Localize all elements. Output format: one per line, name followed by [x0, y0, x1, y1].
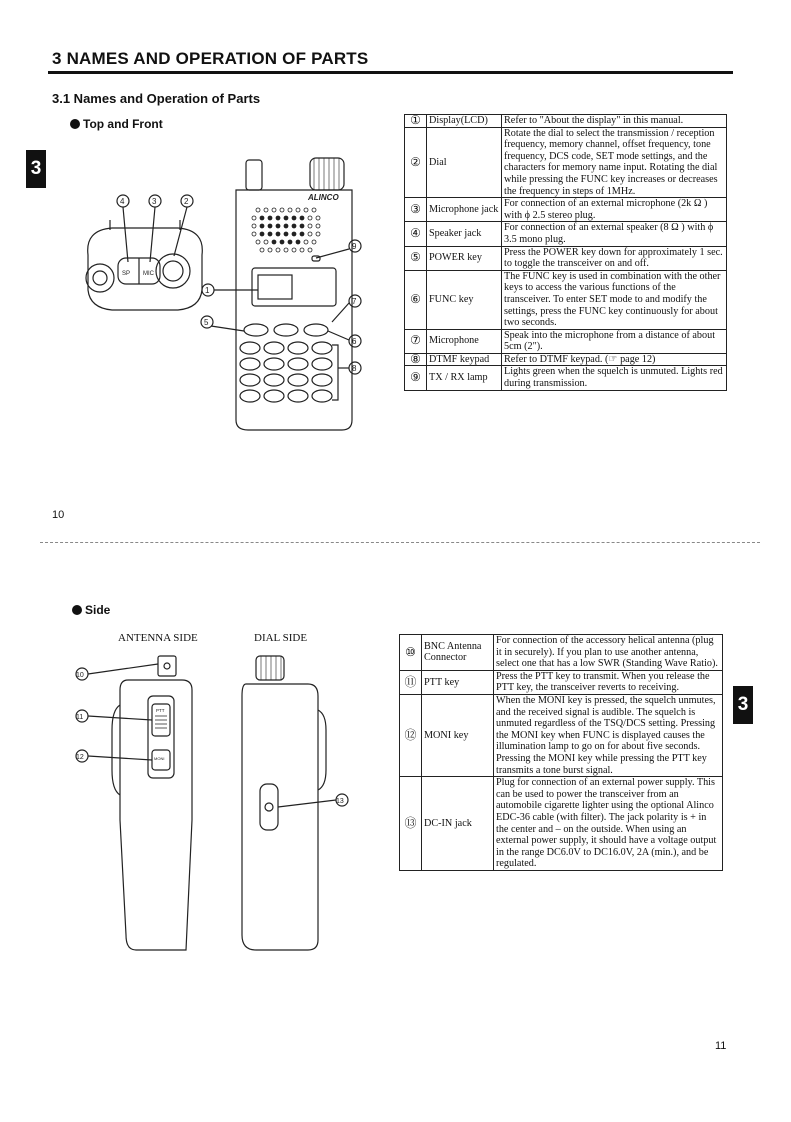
part-number: ②	[405, 127, 427, 198]
table-row	[400, 670, 723, 694]
part-number: ⑤	[405, 246, 427, 270]
part-name: Display(LCD)	[427, 115, 502, 128]
callout-8	[332, 345, 361, 400]
part-name: DTMF keypad	[427, 353, 502, 366]
subhead-top-front: Top and Front	[70, 117, 163, 131]
part-description: For connection of the accessory helical antenna (plug it in securely). If you plan to use another antenna, select one that has a low SWR (Standing Wave Ratio).	[494, 635, 723, 671]
svg-text:MIC: MIC	[143, 271, 154, 277]
callout-5	[201, 316, 244, 331]
part-number: ⑥	[405, 270, 427, 329]
part-description: Rotate the dial to select the transmission / reception frequency, memory channel, offset frequency, tone frequency, DCS code, SET mode settings, and the characters for memory name input. Rotating the dial while pressing the FUNC key increases or decreases the frequency in steps of 1MHz.	[502, 127, 727, 198]
part-description: The FUNC key is used in combination with the other keys to access the various functions of the transceiver. To enter SET mode to and modify the settings, press the FUNC key continuously for about two seconds.	[502, 270, 727, 329]
part-name: Speaker jack	[427, 222, 502, 246]
part-name: BNC Antenna Connector	[422, 635, 494, 671]
radio-side-diagram	[70, 650, 370, 960]
table-row	[405, 246, 727, 270]
svg-text:PTT: PTT	[156, 708, 165, 713]
bullet-icon	[72, 605, 82, 615]
part-name: MONI key	[422, 694, 494, 776]
svg-text:11: 11	[76, 714, 84, 721]
table-row	[405, 270, 727, 329]
dial-side-caption: DIAL SIDE	[254, 632, 308, 644]
table-row	[405, 353, 727, 366]
page-number-right: 11	[715, 1040, 727, 1052]
svg-text:12: 12	[76, 754, 84, 761]
control-keys	[244, 324, 328, 336]
svg-text:MONI: MONI	[154, 756, 165, 761]
svg-text:10: 10	[76, 672, 84, 679]
table-row	[405, 366, 727, 390]
bullet-icon	[70, 119, 80, 129]
part-name: DC-IN jack	[422, 777, 494, 871]
callout-2	[174, 195, 193, 256]
svg-text:3: 3	[152, 197, 157, 206]
part-name: Microphone	[427, 329, 502, 353]
part-name: PTT key	[422, 670, 494, 694]
table-row	[400, 777, 723, 871]
top-front-parts-table	[404, 114, 727, 391]
antenna-side-caption: ANTENNA SIDE	[118, 632, 198, 644]
svg-text:8: 8	[352, 364, 357, 373]
callout-1	[202, 284, 258, 296]
antenna-side-view	[76, 656, 192, 950]
svg-text:13: 13	[336, 798, 344, 805]
table-row	[405, 115, 727, 128]
part-number: ⑧	[405, 353, 427, 366]
radio-top-view	[86, 195, 202, 310]
radio-top-front-diagram	[70, 150, 370, 440]
part-description: Refer to "About the display" in this manual.	[502, 115, 727, 128]
part-number: ⑪	[400, 670, 422, 694]
dtmf-keys	[240, 342, 332, 402]
part-name: POWER key	[427, 246, 502, 270]
lcd-display	[252, 268, 336, 306]
side-parts-table	[399, 634, 723, 871]
page-number-left: 10	[52, 509, 65, 521]
part-number: ①	[405, 115, 427, 128]
callout-12	[76, 750, 152, 762]
callout-10	[76, 664, 158, 680]
part-number: ⑬	[400, 777, 422, 871]
chapter-title: 3 NAMES AND OPERATION OF PARTS	[52, 49, 369, 68]
part-number: ⑨	[405, 366, 427, 390]
chapter-rule	[48, 71, 733, 74]
part-name: FUNC key	[427, 270, 502, 329]
part-number: ⑫	[400, 694, 422, 776]
part-description: For connection of an external speaker (8 Ω ) with ϕ 3.5 mono plug.	[502, 222, 727, 246]
part-number: ⑦	[405, 329, 427, 353]
radio-front-view	[201, 158, 361, 430]
table-row	[405, 127, 727, 198]
table-row	[400, 694, 723, 776]
part-name: Dial	[427, 127, 502, 198]
part-description: Speak into the microphone from a distance of about 5cm (2").	[502, 329, 727, 353]
brand-logo: ALINCO	[308, 193, 339, 202]
speaker-grille	[252, 208, 320, 252]
part-number: ③	[405, 198, 427, 222]
part-description: For connection of an external microphone (2k Ω ) with ϕ 2.5 stereo plug.	[502, 198, 727, 222]
part-description: Press the POWER key down for approximately 1 sec. to toggle the transceiver on and off.	[502, 246, 727, 270]
part-name: TX / RX lamp	[427, 366, 502, 390]
callout-9	[316, 240, 361, 258]
svg-text:4: 4	[120, 197, 125, 206]
svg-text:6: 6	[352, 337, 357, 346]
table-row	[400, 635, 723, 671]
svg-text:2: 2	[184, 197, 189, 206]
part-description: When the MONI key is pressed, the squelch unmutes, and the received signal is audible. The squelch is unmuted regardless of the TSQ/DCS setting. Pressing the MONI key when FUNC is displayed causes the illumination lamp to go on for about five seconds. Pressing the MONI key while pressing the PTT key transmits a tone burst signal.	[494, 694, 723, 776]
callout-13	[278, 794, 348, 807]
part-description: Press the PTT key to transmit. When you release the PTT key, the transceiver reverts to receiving.	[494, 670, 723, 694]
dial-side-view	[242, 656, 348, 950]
part-number: ⑩	[400, 635, 422, 671]
chapter-tab: 3	[733, 686, 753, 724]
part-number: ④	[405, 222, 427, 246]
callout-11	[76, 710, 152, 722]
svg-text:5: 5	[204, 318, 209, 327]
part-name: Microphone jack	[427, 198, 502, 222]
svg-text:9: 9	[352, 242, 357, 251]
table-row	[405, 222, 727, 246]
svg-text:7: 7	[352, 297, 357, 306]
part-description: Lights green when the squelch is unmuted. Lights red during transmission.	[502, 366, 727, 390]
table-row	[405, 329, 727, 353]
dc-in-jack	[260, 784, 278, 830]
page-divider	[40, 542, 760, 543]
part-description: Plug for connection of an external power supply. This can be used to power the transceiver from an automobile cigarette lighter using the optional Alinco EDC-36 cable (with filter). The jack polarity is + in the center and – on the outside. When using an external power supply, it should have a voltage output in the range DC6.0V to DC16.0V, 2A (min.), and be regulated.	[494, 777, 723, 871]
chapter-tab: 3	[26, 150, 46, 188]
part-description: Refer to DTMF keypad. (☞ page 12)	[502, 353, 727, 366]
subhead-side: Side	[72, 603, 110, 617]
svg-text:1: 1	[205, 286, 210, 295]
section-title: 3.1 Names and Operation of Parts	[52, 91, 261, 106]
svg-text:SP: SP	[122, 271, 131, 277]
table-row	[405, 198, 727, 222]
